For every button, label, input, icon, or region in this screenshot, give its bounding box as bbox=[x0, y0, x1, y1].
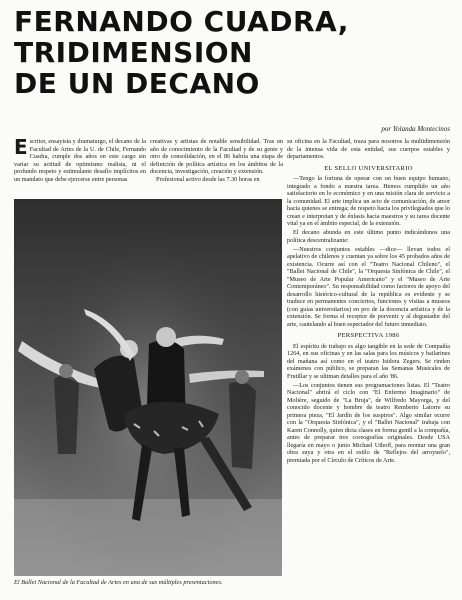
article-column-2 bbox=[150, 138, 283, 194]
column-3-paragraph: —Nuestros conjuntos estables —dice— llevan todos el apelativo de chilenos y cuentan ya sobre los 45 probados años de existencia. Ocurre así con el "Teatro Nacional Chileno", el "Ballet Nacional de Chile", la "Orquesta Sinfónica de Chile", el "Museo de Arte Popular Americano" y el "Museo de Arte Contemporáneo". Su responsabilidad como factores de apoyo del desarrollo histórico-cultural de la república es evidente y se traduce en permanentes conciertos, funciones y visitas a museos (con guías universitarios) en pro de la docencia artística y de la extensión. Se forma el receptor de porvenir y al degustador del arte, cautelando al buen espectador del futuro inmediato. bbox=[287, 245, 450, 328]
column-1-text: scritor, ensayista y dramaturgo, el decano de la Facultad de Artes de la U. de Chile, Fernando Cuadra, cumple dos años en este cargo sin variar su actitud de optimismo realista, ni el profundo respeto y estimulante desafío implícitos en un mandato que debe ejercerse entre personas bbox=[14, 138, 146, 183]
column-2-text: creativas y artistas de notable sensibilidad. Tras un año de conocimiento de la Facultad y de su gente y otro de consolidación, en el 86 habría una etapa de definición de política artística en los ámbitos de la docencia, investigación, creación y extensión. bbox=[150, 138, 283, 175]
column-2-text-2: Profesional activo desde las 7.30 horas en bbox=[156, 175, 260, 183]
column-3-paragraph: —Tengo la fortuna de operar con un buen equipo humano, integrado a fondo a nuestra tarea. Hemos cumplido un año satisfactorio en lo económico y en una misión clara de servicio a la comunidad. El arte implica un acto de comunicación, de amor hacia quienes se entrega; de respeto hacia los privilegiados que lo crean e interpretan y de énfasis hacia maestros y su tarea docente vital ya en el ámbito especial, de la extensión. bbox=[287, 175, 450, 227]
ballet-dancers-photo bbox=[14, 199, 282, 576]
photo-caption: El Ballet Nacional de la Facultad de Artes en una de sus múltiples presentaciones. bbox=[14, 579, 223, 586]
headline-line-2: TRIDIMENSION bbox=[14, 36, 253, 69]
headline bbox=[14, 5, 349, 100]
column-3-paragraph: —Los conjuntos tienen sus programaciones listas. El "Teatro Nacional" abrirá el ciclo con "El Enfermo Imaginario" de Molière, seguido de "La Bruja", de Wilfredo Mayorga, y del conocido docente y hombre de teatro Remberto Latorre su primera pieza, "El Jardín de los suspiros". Algo similar ocurre con la "Orquesta Sinfónica", y el "Ballet Nacional" trabaja con Karen Connolly, quien dicta clases en forma gentil a la compañía, antes de preparar tres coreografías originales. Desde USA llegaría en mayo o junio Michael Uthoff, para montar una gran obra suya y otra en el estilo de "Reflejos del arroyuelo", premiada por el Círculo de Críticos de Arte. bbox=[287, 381, 450, 464]
drop-cap: E bbox=[14, 138, 28, 159]
column-3-paragraph: El decano abunda en este último punto indicándonos una política descentralizante: bbox=[287, 229, 450, 244]
subheading-sello: EL SELLO UNIVERSITARIO bbox=[324, 164, 413, 172]
headline-line-1: FERNANDO CUADRA, bbox=[14, 5, 349, 38]
column-3-paragraph: El espíritu de trabajo es algo tangible en la sede de Compañía 1264, en sus oficinas y en las salas para los músicos y bailarines del mañana así como en el teatro Isidora Zegers. Se rinden exámenes con público, se preparan las Semanas Musicales de Frutillar y se ultiman detalles para el año '86. bbox=[287, 342, 450, 380]
article-column-3 bbox=[287, 138, 450, 593]
headline-line-3: DE UN DECANO bbox=[14, 67, 260, 100]
column-3-paragraph: su oficina en la Facultad, traza para nosotros la multidimensión de la intensa vida de esta entidad, sus cuerpos estables y departamentos. bbox=[287, 138, 450, 160]
article-column-1 bbox=[14, 138, 146, 194]
byline: por Yolanda Montecinos bbox=[381, 125, 450, 133]
ballet-dancers-illustration bbox=[14, 199, 282, 576]
subheading-perspectiva: PERSPECTIVA 1986 bbox=[337, 332, 400, 339]
